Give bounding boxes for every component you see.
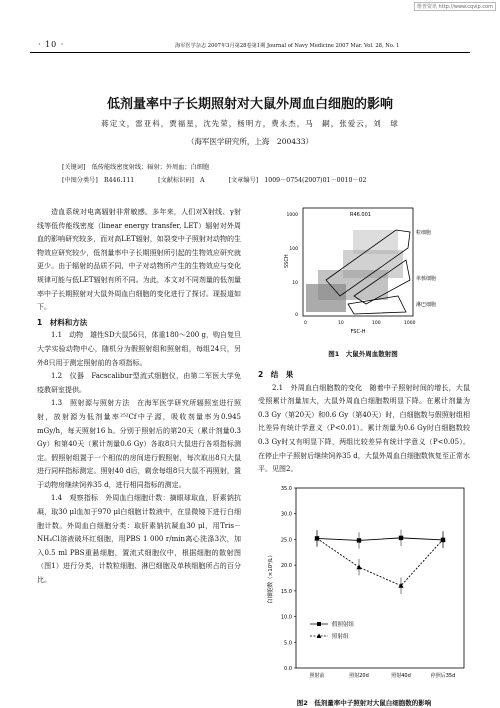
y-tick-label: 15.0 xyxy=(280,588,292,595)
x-tick: 1000 xyxy=(404,321,416,326)
label-granulocyte: 粒细胞 xyxy=(416,230,432,236)
figure-2-caption: 图2 低剂量率中子照射对大鼠白细胞数的影响 xyxy=(296,699,432,707)
section-heading-methods: 1 材料和方法 xyxy=(37,317,88,327)
x-axis-label: FSC-H xyxy=(350,329,366,335)
series-line-1 xyxy=(317,538,443,585)
label-lymphocyte: 淋巴细胞 xyxy=(416,302,437,308)
legend-label: 假照射组 xyxy=(332,622,355,628)
authors: 蒋定文，雷亚科，贾福星，沈先荣，杨明方，费永杰，马 嗣，张爱云，刘 球 xyxy=(101,119,399,128)
paragraph-irradiation: 1.3 照射源与照射方法 在海军医学研究所辐照室进行照射，放射源为低剂量率²⁵²Cf中子源，吸收剂量率为0.945 mGy/h，每天照射16 h。分别于照射后的第20天（累计剂量0.3 Gy）和第40天（累计剂量0.6 Gy）各取8只大鼠进行各项指标测定。假照射组置于一个相似的房间进行假照射，每次取出8只大鼠进行同样指标测定。照射40 d后，剩余每组8只大鼠不再照射，置于动物房继续饲养35 d，进行相同指标的测定。 xyxy=(37,399,241,489)
line-chart-svg xyxy=(258,480,470,692)
y-tick-label: 5.0 xyxy=(284,640,292,647)
y-tick: 10 xyxy=(292,281,298,286)
series-line-0 xyxy=(317,538,443,541)
y-tick-label: 25.0 xyxy=(280,537,292,544)
x-tick-label: 停照后35d xyxy=(430,673,456,679)
figure-1-caption: 图1 大鼠外周血散射图 xyxy=(328,350,398,358)
paragraph-instrument: 1.2 仪器 Facscalibur型流式细胞仪，由第二军医大学免疫教研室提供。 xyxy=(37,372,241,394)
figure-1 xyxy=(258,200,468,340)
classification-line xyxy=(62,175,388,184)
article-title: 低剂量率中子长期照射对大鼠外周血白细胞的影响 xyxy=(106,97,393,112)
paragraph-observation: 1.4 观察指标 外周血白细胞计数：摘眼球取血，肝素钠抗凝，取30 μl血加于970 μl白细胞计数液中，在显微镜下进行白细胞计数。外周血白细胞分类：取肝素钠抗凝血30 μl，用Tris－NH₄Cl溶液破坏红细胞，用PBS 1 000 r/min离心洗涤3次，加入0.5 ml PBS重悬细胞，置流式细胞仪中，根据细胞的散射图（图1）进行分类，计数粒细胞、淋巴细胞及单核细胞所占的百分比。 xyxy=(37,494,241,585)
journal-header: 海军医学杂志 2007年3月第28卷第1期 Journal of Navy Medicine 2007 Mar. Vol. 28, No. 1 xyxy=(175,43,400,49)
fig1-title: R46.001 xyxy=(350,212,371,218)
left-column xyxy=(37,206,241,588)
article-number: [文章编号] 1009－0754(2007)01－0010－02 xyxy=(228,177,367,184)
label-monocyte: 单核细胞 xyxy=(416,276,437,282)
x-tick-label: 照射40d xyxy=(391,673,411,679)
section-heading-results: 2 结 果 xyxy=(258,370,294,379)
document-code: [文献标识码] A xyxy=(158,177,205,184)
intro-paragraph: 造血系统对电离辐射非常敏感。多年来，人们对X射线、γ射线等低传能线密度（linear energy transfer, LET）辐射对外周血的影响研究较多，而对高LET辐射，如裂变中子照射对动物的生物效应研究较少，低剂量率中子长期照射所引起的生物效应研究就更少。由于辐射的品质不同，中子对动物所产生的生物效应与变化规律可能与低LET辐射有所不同。为此，本文对不同剂量的低剂量率中子长期照射对大鼠外周血白细胞的变化进行了探讨。现报道如下。 xyxy=(37,208,241,312)
x-tick: 100 xyxy=(372,321,381,326)
keywords: [关键词] 低传能线密度射线；辐射；外周血；白细胞 xyxy=(62,164,210,171)
y-tick-label: 30.0 xyxy=(280,511,292,518)
y-tick-label: 0.0 xyxy=(284,666,292,672)
y-tick: 0 xyxy=(295,313,298,318)
watermark: 维普资讯 http://www.cqvip.com xyxy=(414,2,496,11)
x-tick-label: 照射20d xyxy=(349,673,369,679)
figure-2 xyxy=(258,480,470,692)
legend-label: 照射组 xyxy=(332,634,349,640)
right-column xyxy=(258,368,470,477)
paragraph-wbc-change: 2.1 外周血白细胞数的变化 随着中子照射时间的增长，大鼠受照累计剂量加大，大鼠外周血白细胞数明显下降。在累计剂量为0.3 Gy（第20天）和0.6 Gy（第40天）时，白细胞数与假照射组相比差异有统计学意义（P<0.01）。累计剂量为0.6 Gy时白细胞数较0.3 Gy时又有明显下降，两组比较差异有统计学意义（P<0.05）。在停止中子照射后继续饲养35 d，大鼠外周血白细胞数恢复至正常水平。见图2。 xyxy=(258,383,470,474)
y-axis-label: SSCH xyxy=(284,254,290,268)
y-tick: 1000 xyxy=(286,213,298,218)
header-rule xyxy=(30,52,470,53)
y-tick: 100 xyxy=(289,247,298,252)
page-number: · 10 · xyxy=(38,40,65,49)
y-tick-label: 35.0 xyxy=(280,486,292,492)
scatter-plot-svg xyxy=(258,200,468,340)
legend-marker xyxy=(317,622,321,626)
y-tick-label: 20.0 xyxy=(280,563,292,570)
x-tick: 10 xyxy=(338,321,344,326)
chart-frame xyxy=(296,488,464,668)
y-tick-label: 10.0 xyxy=(280,614,292,621)
paragraph-animals: 1.1 动物 雄性SD大鼠56只，体重180～200 g，购自复旦大学实验动物中心，随机分为假照射组和照射组，每组24只，另外8只用于测定照射前的各项指标。 xyxy=(37,331,241,367)
x-tick: 0 xyxy=(304,321,307,326)
affiliation: （海军医学研究所，上海 200433） xyxy=(186,137,314,146)
x-tick-label: 照射前 xyxy=(309,673,325,679)
clc-number: [中图分类号] R446.111 xyxy=(62,177,135,184)
chart-y-label: 白细胞数（×10⁹/L） xyxy=(268,552,274,604)
